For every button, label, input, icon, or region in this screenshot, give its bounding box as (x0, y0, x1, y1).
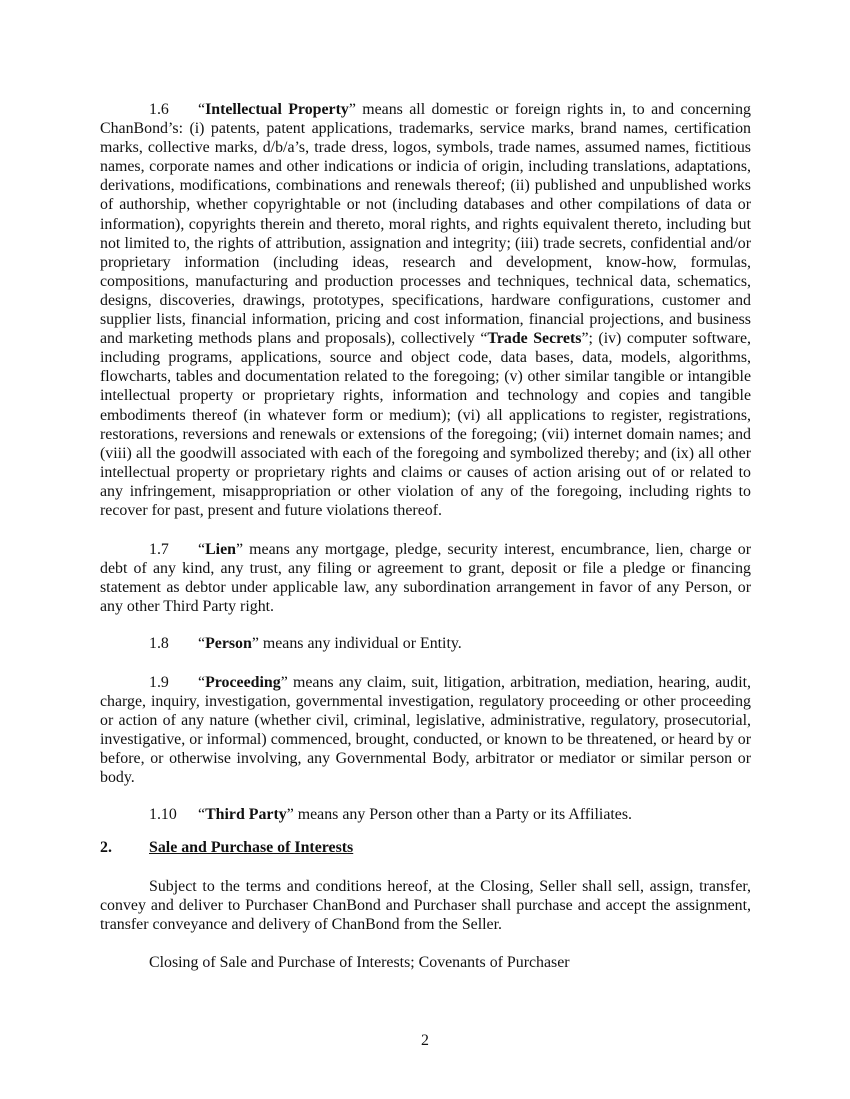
clause-number: 1.9 (149, 673, 169, 691)
section-2-body: Subject to the terms and conditions hereof, at the Closing, Seller shall sell, assign, transfer, convey and deliver to Purchaser ChanBond and Purchaser shall purchase and accept the assignment, transfer conveyance and delivery of ChanBond from the Seller. (100, 878, 751, 934)
open-quote: “ (198, 541, 206, 559)
close-quote: ” (286, 806, 294, 824)
definition-1-10 (100, 805, 751, 824)
open-quote: “ (198, 806, 206, 824)
defined-term: Lien (205, 541, 236, 559)
clause-number: 1.6 (149, 101, 169, 118)
closing-subheading: Closing of Sale and Purchase of Interests; Covenants of Purchaser (149, 954, 570, 972)
defined-term: Proceeding (205, 673, 281, 691)
definition-1-7 (100, 540, 751, 616)
open-quote: “ (198, 101, 206, 118)
close-quote: ” (348, 101, 356, 118)
definition-text-continued: ; (iv) computer software, including programs, applications, source and object code, data bases, data, models, algorithms, flowcharts, tables and documentation related to the foregoing; (v) other similar tangible or intangible intellectual property or proprietary rights, information and technology and copies and tangible embodiments thereof (in whatever form or medium); (vi) all applications to register, registrations, restorations, reversions and renewals or extensions of the foregoing; (vii) internet domain names; and (viii) all the goodwill associated with each of the foregoing and symbolized thereby; and (ix) all other intellectual property or proprietary rights and claims or causes of action arising out of or related to any infringement, misappropriation or other violation of any of the foregoing, including rights to recover for past, present and future violations thereof. (100, 330, 752, 519)
section-title: Sale and Purchase of Interests (149, 839, 354, 857)
definition-text: means any mortgage, pledge, security interest, encumbrance, lien, charge or debt of any kind, any trust, any filing or agreement to grant, deposit or file a pledge or financing statement as debtor under applicable law, any subordination arrangement in favor of any Person, or any other Third Party right. (100, 541, 751, 616)
definition-text: means any Person other than a Party or its Affiliates. (293, 806, 632, 824)
definition-text: means any claim, suit, litigation, arbitration, mediation, hearing, audit, charge, inquiry, investigation, governmental investigation, regulatory proceeding or other proceeding or action of any nature (whether civil, criminal, legislative, administrative, regulatory, prosecutorial, investigative, or informal) commenced, brought, conducted, or known to be threatened, or heard by or before, or otherwise involving, any Governmental Body, arbitrator or mediator or similar person or body. (100, 673, 751, 786)
clause-number: 1.10 (149, 806, 177, 824)
open-quote: “ (198, 673, 206, 691)
clause-number: 1.8 (149, 635, 169, 653)
definition-1-9 (100, 673, 751, 788)
close-quote: ” (251, 635, 259, 653)
clause-number: 1.7 (149, 541, 169, 559)
defined-term: Person (205, 635, 252, 653)
defined-term: Third Party (205, 806, 287, 824)
defined-term: Intellectual Property (205, 101, 349, 118)
definition-text: means any individual or Entity. (258, 635, 462, 653)
open-quote: “ (480, 330, 488, 348)
definition-1-6 (100, 100, 751, 520)
document-page (100, 100, 751, 972)
section-2-heading (100, 838, 751, 857)
definition-text: means all domestic or foreign rights in, to and concerning ChanBond’s: (i) patents, patent applications, trademarks, service marks, brand names, certification marks, collective marks, d/b/a’s, trade dress, logos, symbols, trade names, assumed names, fictitious names, corporate names and other indications or indicia of origin, including translations, adaptations, derivations, modifications, combinations and renewals thereof; (ii) published and unpublished works of authorship, whether copyrightable or not (including databases and other compilations of data or information), copyrights therein and thereto, moral rights, and rights equivalent thereto, including but not limited to, the rights of attribution, assignation and integrity; (iii) trade secrets, confidential and/or proprietary information (including ideas, research and development, know-how, formulas, compositions, manufacturing and production processes and techniques, technical data, schematics, designs, discoveries, drawings, prototypes, specifications, hardware configurations, customer and supplier lists, financial information, pricing and cost information, financial projections, and business and marketing methods plans and proposals), collectively (100, 101, 751, 348)
section-number: 2. (100, 839, 112, 857)
inline-defined-term: Trade Secrets (487, 330, 582, 348)
close-quote: ” (581, 330, 589, 348)
close-quote: ” (235, 541, 244, 559)
definition-1-8 (100, 634, 751, 653)
open-quote: “ (198, 635, 206, 653)
close-quote: ” (280, 673, 288, 691)
page-number: 2 (421, 1032, 429, 1049)
